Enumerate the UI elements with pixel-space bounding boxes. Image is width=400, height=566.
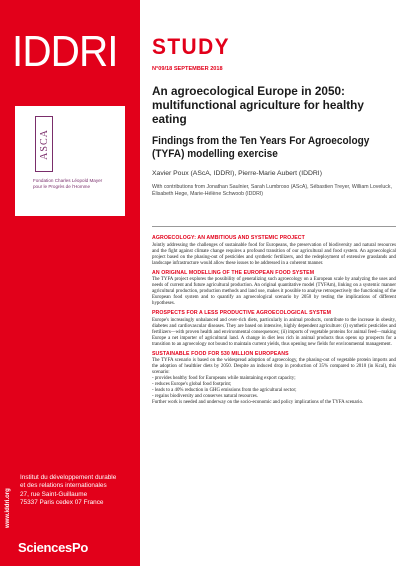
list-item: - reduces Europe's global food footprint;: [152, 382, 232, 387]
bullet-list: [152, 376, 396, 400]
asca-logo-text: ASCA: [38, 128, 50, 160]
list-item: - provides healthy food for Europeans while maintaining export capacity;: [152, 376, 296, 381]
fph-line: pour le Progrès de l'Homme: [33, 184, 91, 189]
sciencespo-logo: SciencesPo: [18, 540, 88, 555]
section-body: Europe's increasingly unbalanced and over-rich diets, particularly in animal products, contribute to the increase in obesity, diabetes and cardiovascular diseases. They are based on intensive, highly dependent agriculture: (i) synthetic pesticides and fertilizers—with proven health and environmental consequences; (ii) imports of vegetable proteins for animal feed—making Europe a net importer of agricultural land. A change in diet less rich in animal products thus opens up prospects for a transition to an agroecology not bound to maintain current yields, thus opening new fields for environmental management.: [152, 317, 396, 347]
fph-line: Fondation Charles Léopold Mayer: [33, 178, 103, 183]
list-item: - regains biodiversity and conserves natural resources.: [152, 394, 259, 399]
summary-sections: [152, 235, 396, 409]
section: [152, 310, 396, 348]
section: [152, 270, 396, 308]
section-body: Jointly addressing the challenges of sustainable food for Europeans, the preservation of biodiversity and natural resources and the fight against climate change requires a profound transition of our agricultural and food system. An agroecological project based on the phasing-out of pesticides and synthetic fertilizers, and the redeployment of extensive grasslands and landscape infrastructure would allow these issues to be addressed in a coherent manner.: [152, 242, 396, 266]
partner-logos: [15, 106, 125, 216]
document-title: An agroecological Europe in 2050: multifunctional agriculture for healthy eating: [152, 84, 364, 126]
section-closing: Further work is needed and underway on the socio-economic and policy implications of the TYFA scenario.: [152, 400, 364, 405]
asca-logo: [35, 116, 53, 172]
list-item: - leads to a 40% reduction in GHG emissions from the agricultural sector;: [152, 388, 297, 393]
section-body: The TYFA scenario is based on the widespread adoption of agroecology, the phasing-out of vegetable protein imports and the adoption of healthier diets by 2050. Despite an induced drop in production of 35% compared to 2010 (in Kcal), this scenario:: [152, 358, 396, 375]
section-body: The TYFA project explores the possibility of generalizing such agroecology on a European scale by analyzing the uses and needs of current and future agricultural production. An original quantitative model (TYFAm), linking on a systemic manner agricultural production, production methods and land use, makes it possible to analyse retrospectively the functioning of the European food system and to quantify an agroecological scenario by 2050 by testing the implications of different hypotheses.: [152, 277, 396, 306]
address-block: [20, 474, 138, 508]
fph-logo-text: [33, 178, 119, 190]
contributors: With contributions from Jonathan Saulnier, Sarah Lumbroso (AScA), Sébastien Treyer, William Loveluck, Élisabeth Hege, Marie-Hélène Schwoob (IDDRI): [152, 184, 392, 197]
document-subtitle: Findings from the Ten Years For Agroecology (TYFA) modelling exercise: [152, 135, 370, 160]
section-heading: PROSPECTS FOR A LESS PRODUCTIVE AGROECOLOGICAL SYSTEM: [152, 310, 332, 316]
address-line: et des relations internationales: [20, 482, 107, 490]
section-heading: AN ORIGINAL MODELLING OF THE EUROPEAN FOOD SYSTEM: [152, 269, 315, 276]
section: [152, 235, 396, 267]
section-heading: AGROECOLOGY: AN AMBITIOUS AND SYSTEMIC PROJECT: [152, 235, 305, 241]
address-line: 27, rue Saint-Guillaume: [20, 490, 88, 498]
section-heading: SUSTAINABLE FOOD FOR 530 MILLION EUROPEANS: [152, 350, 289, 357]
iddri-logo: IDDRI: [12, 27, 118, 76]
address-line: Institut du développement durable: [20, 474, 117, 481]
main-content: [140, 0, 400, 566]
authors: Xavier Poux (AScA, IDDRI), Pierre-Marie Aubert (IDDRI): [152, 170, 322, 177]
website-link[interactable]: www.iddri.org: [5, 488, 11, 528]
red-sidebar: [0, 0, 140, 566]
issue-number: N°09/18 SEPTEMBER 2018: [152, 66, 223, 72]
section: [152, 351, 396, 407]
divider: [152, 226, 396, 227]
address-line: 75337 Paris cedex 07 France: [20, 499, 104, 507]
publication-type: STUDY: [152, 34, 230, 59]
website-vertical[interactable]: [3, 440, 13, 540]
